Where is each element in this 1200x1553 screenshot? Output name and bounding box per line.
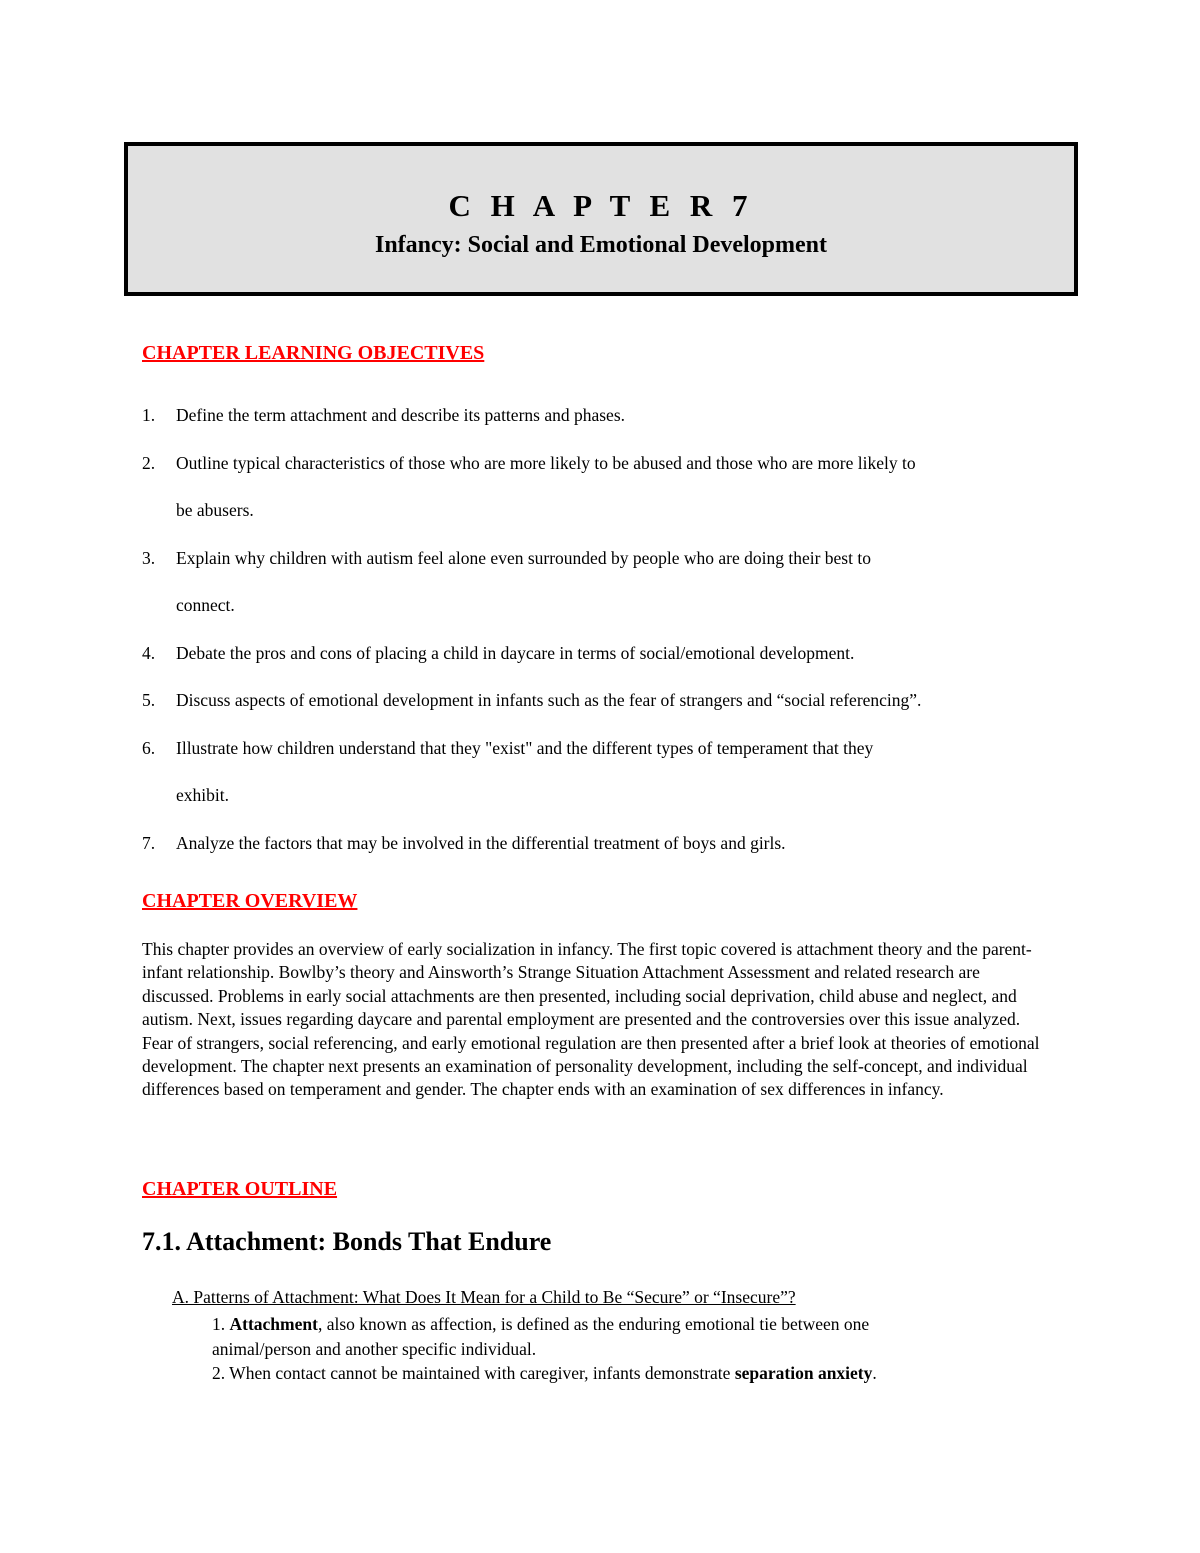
overview-heading: CHAPTER OVERVIEW [142,890,358,912]
chapter-title-box [124,142,1078,296]
item-number: 7. [142,832,156,853]
chapter-number: C H A P T E R 7 [448,188,754,223]
item-text-cont: exhibit. [176,785,229,805]
list-item [142,630,1082,678]
item-number: 3. [142,547,156,568]
outline-item-1 [212,1312,1052,1337]
list-item [142,392,1082,440]
item-number: 4. [142,642,156,663]
outline-items [212,1312,1052,1386]
list-item [142,677,1082,725]
outline-item-text: , also known as affection, is defined as the enduring emotional tie between one [317,1314,870,1334]
section-title: 7.1. Attachment: Bonds That Endure [142,1227,552,1256]
term-attachment: Attachment [229,1314,318,1334]
item-text: Discuss aspects of emotional development in infants such as the fear of strangers and “social referencing”. [176,690,922,710]
objectives-heading: CHAPTER LEARNING OBJECTIVES [142,342,485,364]
list-item [142,820,1082,868]
list-item [142,535,1082,630]
item-text: Outline typical characteristics of those who are more likely to be abused and those who are more likely to [176,452,916,473]
item-text: Define the term attachment and describe its patterns and phases. [176,405,626,425]
outline-item-number: 1. [212,1314,230,1334]
sub-heading: A. Patterns of Attachment: What Does It Mean for a Child to Be “Secure” or “Insecure”? [172,1287,796,1307]
item-text-cont: connect. [176,595,235,615]
objectives-list [142,392,1082,867]
item-number: 5. [142,690,156,710]
overview-paragraph: This chapter provides an overview of early socialization in infancy. The first topic covered is attachment theory and the parent-infant relationship. Bowlby’s theory and Ainsworth’s Strange Situation Attachment Assessment and related research are discussed. Problems in early social attachments are then presented, including social deprivation, child abuse and neglect, and autism. Next, issues regarding daycare and parental employment are presented and the controversies over this issue analyzed. Fear of strangers, social referencing, and early emotional regulation are then presented after a brief look at theories of emotional development. The chapter next presents an examination of personality development, including the self-concept, and individual differences based on temperament and gender. The chapter ends with an examination of sex differences in infancy. [142,939,1040,1100]
outline-heading: CHAPTER OUTLINE [142,1178,338,1200]
item-text: Illustrate how children understand that they "exist" and the different types of temperament that they [176,737,874,758]
item-text: Debate the pros and cons of placing a child in daycare in terms of social/emotional development. [176,642,855,663]
outline-item-text: 2. When contact cannot be maintained with caregiver, infants demonstrate [212,1363,735,1383]
outline-item-2 [212,1361,1052,1386]
item-text: Explain why children with autism feel alone even surrounded by people who are doing their best to [176,547,871,568]
item-number: 1. [142,405,156,425]
term-separation-anxiety: separation anxiety [734,1363,873,1383]
chapter-subtitle: Infancy: Social and Emotional Development [374,232,827,258]
item-number: 2. [142,452,156,473]
outline-item-1-cont: animal/person and another specific individual. [212,1338,537,1359]
outline-item-end: . [872,1363,877,1383]
item-text: Analyze the factors that may be involved in the differential treatment of boys and girls. [176,832,786,853]
item-text-cont: be abusers. [176,500,254,520]
list-item [142,725,1082,820]
item-number: 6. [142,737,156,758]
list-item [142,440,1082,535]
